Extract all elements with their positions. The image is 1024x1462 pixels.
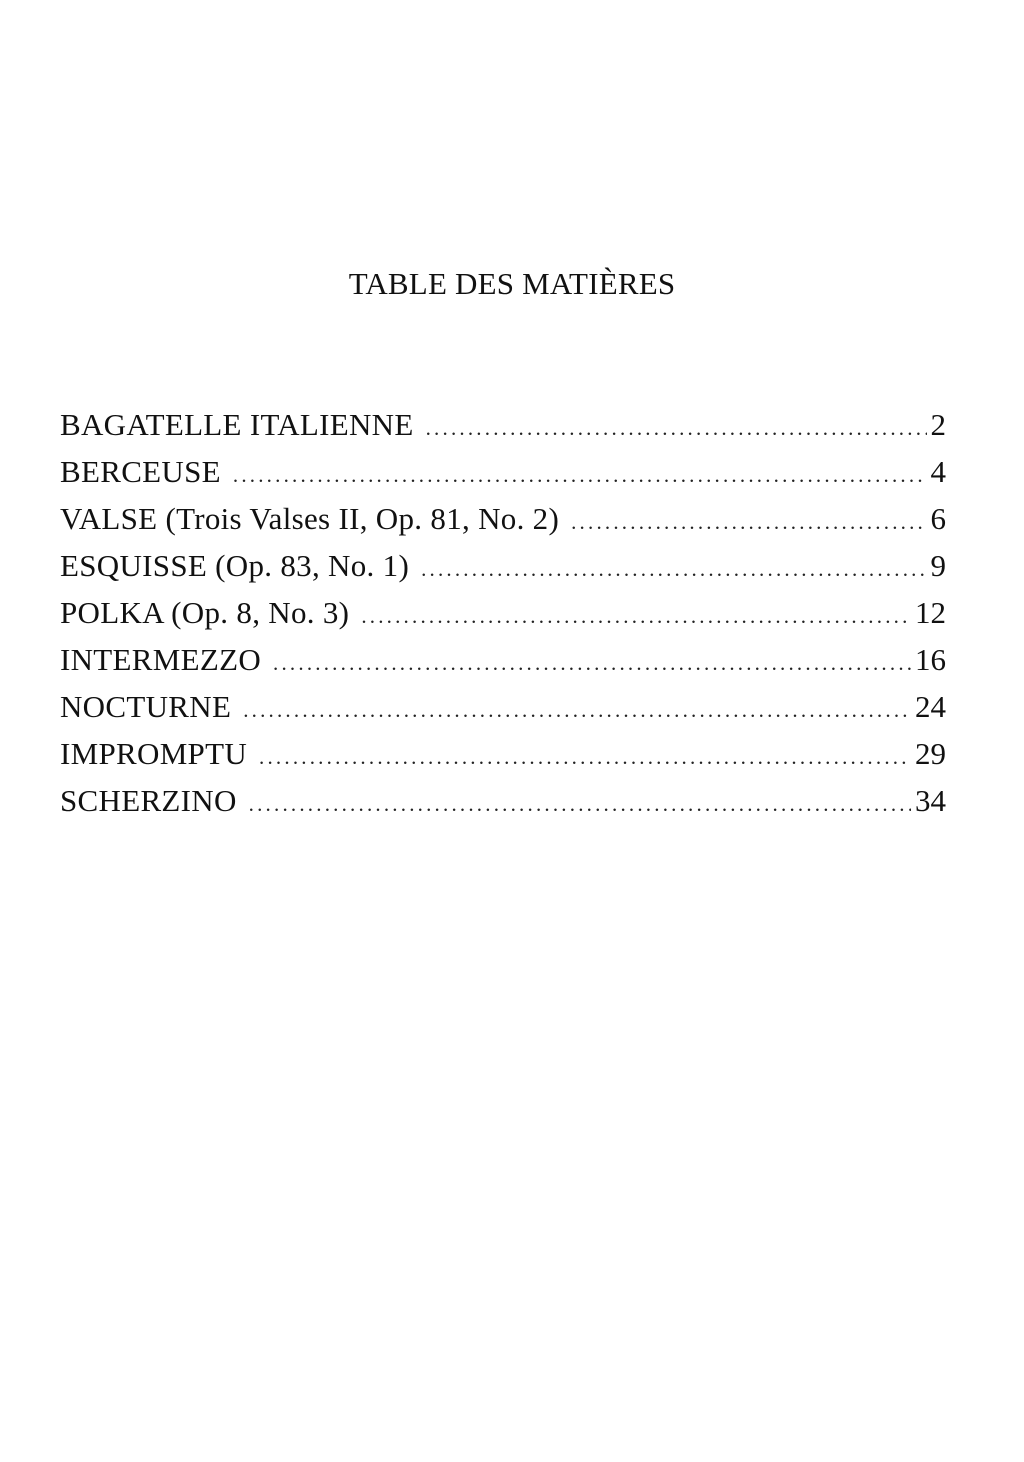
toc-page-number: 34: [915, 783, 946, 818]
dot-leader: [571, 510, 926, 535]
toc-entry-title: VALSE (Trois Valses II, Op. 81, No. 2): [60, 501, 560, 536]
toc-entry-berceuse: [60, 454, 946, 501]
toc-page-number: 29: [915, 736, 946, 771]
dot-leader: [421, 557, 926, 582]
dot-leader: [259, 745, 911, 770]
toc-page-number: 9: [930, 548, 946, 583]
toc-entry-title: POLKA (Op. 8, No. 3): [60, 595, 350, 630]
page-title: TABLE DES MATIÈRES: [348, 266, 676, 301]
toc-entry-scherzino: [60, 783, 946, 830]
toc-entry-title: BERCEUSE: [60, 454, 221, 489]
toc-entry-impromptu: [60, 736, 946, 783]
toc-page-number: 12: [915, 595, 946, 630]
toc-entry-esquisse: [60, 548, 946, 595]
toc-entry-bagatelle-italienne: [60, 407, 946, 454]
toc-entry-title: ESQUISSE (Op. 83, No. 1): [60, 548, 410, 583]
toc-entry-intermezzo: [60, 642, 946, 689]
toc-entry-title: INTERMEZZO: [60, 642, 262, 677]
table-of-contents: [60, 407, 946, 830]
toc-entry-polka: [60, 595, 946, 642]
dot-leader: [233, 463, 927, 488]
dot-leader: [273, 651, 911, 676]
toc-page-number: 2: [930, 407, 946, 442]
toc-entry-title: SCHERZINO: [60, 783, 237, 818]
toc-page-number: 16: [915, 642, 946, 677]
toc-entry-title: IMPROMPTU: [60, 736, 248, 771]
toc-entry-title: NOCTURNE: [60, 689, 232, 724]
dot-leader: [426, 416, 927, 441]
toc-entry-valse: [60, 501, 946, 548]
dot-leader: [243, 698, 911, 723]
toc-entry-nocturne: [60, 689, 946, 736]
toc-entry-title: BAGATELLE ITALIENNE: [60, 407, 414, 442]
dot-leader: [361, 604, 911, 629]
toc-page-number: 24: [915, 689, 946, 724]
dot-leader: [249, 792, 911, 817]
toc-page-number: 6: [930, 501, 946, 536]
toc-page-number: 4: [930, 454, 946, 489]
